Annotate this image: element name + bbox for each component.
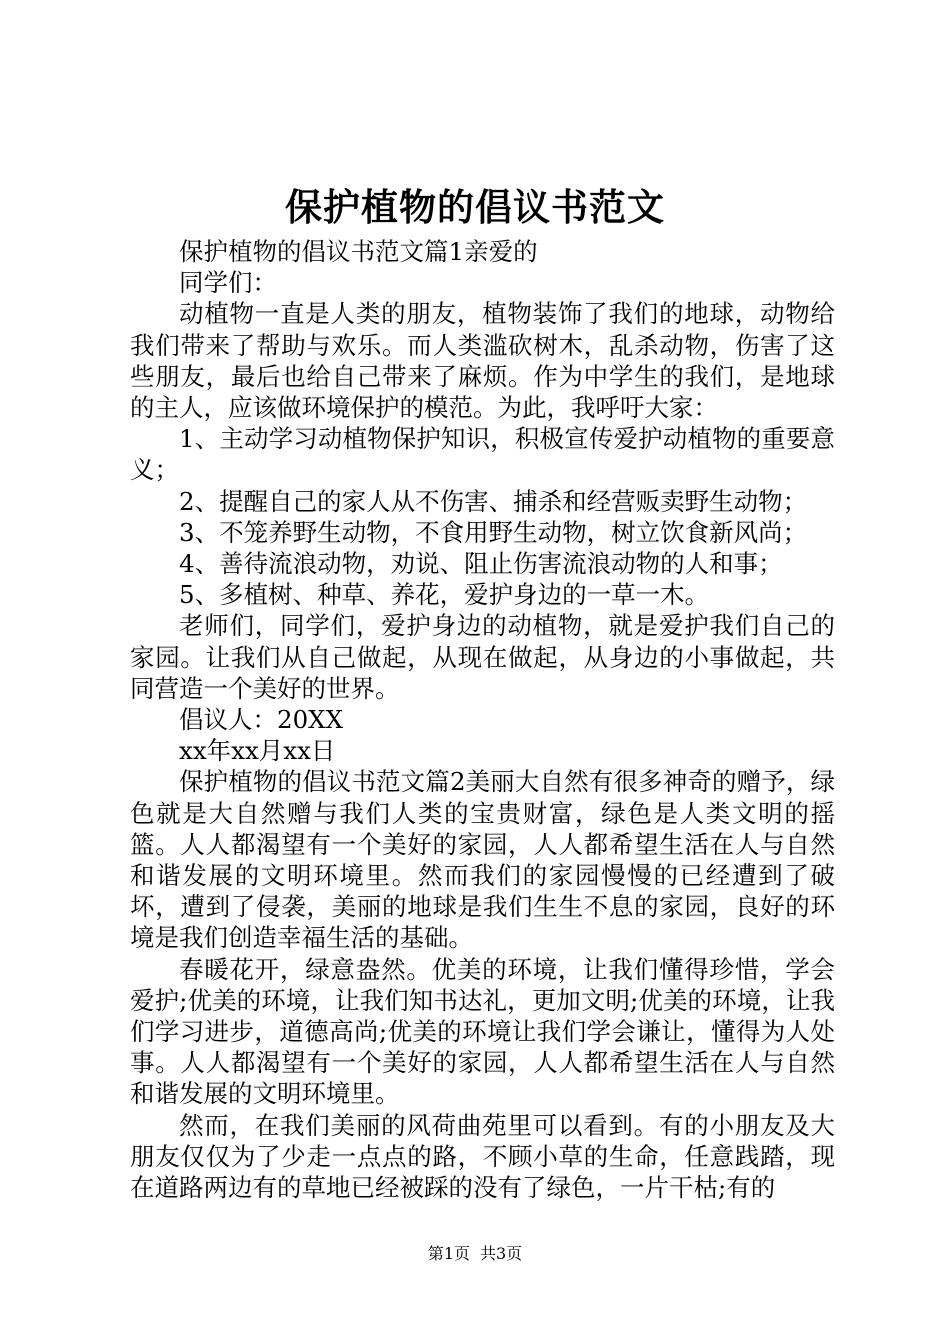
date-line: xx年xx月xx日 xyxy=(179,736,336,766)
list-item: 1、主动学习动植物保护知识，积极宣传爱护动植物的重要意义； xyxy=(130,424,835,485)
page-footer xyxy=(0,1243,950,1265)
paragraph: 保护植物的倡议书范文篇2美丽大自然有很多神奇的赠予，绿色就是大自然赠与我们人类的宝贵财富，绿色是人类文明的摇篮。人人都渴望有一个美好的家园，人人都希望生活在人与自然和谐发展的文明环境里。然而我们的家园慢慢的已经遭到了破坏，遭到了侵袭，美丽的地球是我们生生不息的家园，良好的环境是我们创造幸福生活的基础。 xyxy=(130,767,835,953)
list-item: 3、不笼养野生动物，不食用野生动物，树立饮食新风尚； xyxy=(179,517,808,547)
paragraph: 春暖花开，绿意盎然。优美的环境，让我们懂得珍惜，学会爱护;优美的环境，让我们知书达礼，更加文明;优美的环境，让我们学习进步，道德高尚;优美的环境让我们学会谦让，懂得为人处事。人人都渴望有一个美好的家园，人人都希望生活在人与自然和谐发展的文明环境里。 xyxy=(130,954,835,1109)
list-item: 4、善待流浪动物，劝说、阻止伤害流浪动物的人和事； xyxy=(179,549,783,579)
paragraph-salutation: 同学们： xyxy=(179,268,277,298)
document-title: 保护植物的倡议书范文 xyxy=(285,186,665,229)
page-total: 共3页 xyxy=(480,1244,523,1263)
page-number: 第1页 xyxy=(427,1244,470,1263)
list-item: 5、多植树、种草、养花，爱护身边的一草一木。 xyxy=(179,580,710,610)
list-item: 2、提醒自己的家人从不伤害、捕杀和经营贩卖野生动物； xyxy=(179,486,808,516)
signature-line: 倡议人：20XX xyxy=(179,705,344,735)
paragraph-intro: 保护植物的倡议书范文篇1亲爱的 xyxy=(179,237,538,266)
paragraph: 动植物一直是人类的朋友，植物装饰了我们的地球，动物给我们带来了帮助与欢乐。而人类滥砍树木，乱杀动物，伤害了这些朋友，最后也给自己带来了麻烦。作为中学生的我们，是地球的主人，应该做环境保护的模范。为此，我呼吁大家： xyxy=(130,299,835,423)
paragraph: 然而，在我们美丽的风荷曲苑里可以看到。有的小朋友及大朋友仅仅为了少走一点点的路，不顾小草的生命，任意践踏，现在道路两边有的草地已经被踩的没有了绿色，一片干枯;有的 xyxy=(130,1110,835,1203)
document-body xyxy=(130,236,835,1203)
paragraph: 老师们，同学们，爱护身边的动植物，就是爱护我们自己的家园。让我们从自己做起，从现在做起，从身边的小事做起，共同营造一个美好的世界。 xyxy=(130,611,835,703)
